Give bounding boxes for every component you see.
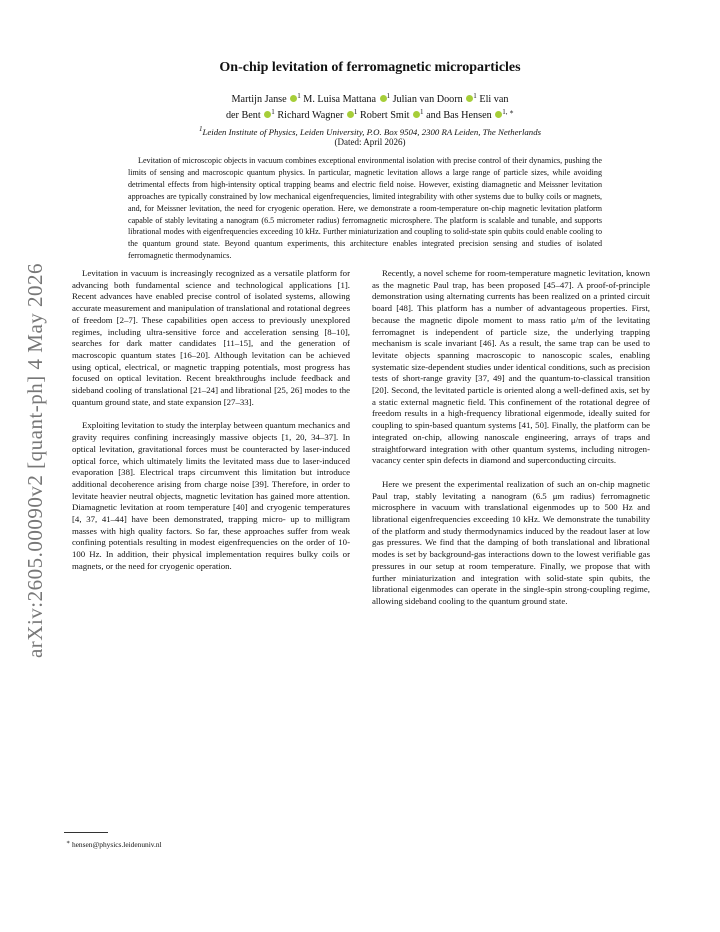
orcid-icon[interactable] <box>347 111 354 118</box>
paragraph: Recently, a novel scheme for room-temperature magnetic levitation, known as the magnetic Paul trap, has been proposed [45–47]. A proof-of-principle demonstration using alternating currents has been realized on a printed circuit board [48]. This platform has a number of advantageous properties. First, because the magnetic dipole moment to mass ratio μ/m of the levitating ferromagnet is independent of particle size, the underlying trapping mechanism is scale invariant [46]. As a result, the same trap can be used to levitate objects spanning macroscopic to nanoscopic scales, enabling systematic size-dependent studies under identical conditions, such as precision tests of short-range gravity [37, 49] and the quantum-to-classical transition [20]. Second, the levitated particle is oriented along a well-defined axis, set by a static external magnetic field. This confinement of the rotational degree of freedom results in a high-frequency librational eigenmode, ideally suited for coupling to spin-based quantum systems [41, 50]. Finally, the platform can be integrated on-chip, allowing nanoscale engineering, arrays of traps and straightforward integration with other quantum systems, including nitrogen-vacancy center spin defects in diamond and superconducting circuits. <box>372 268 650 466</box>
footnote <box>62 838 322 850</box>
abstract: Levitation of microscopic objects in vacuum combines exceptional environmental isolation with precise control of their dynamics, pushing the limits of sensing and macroscopic quantum physics. In particular, magnetic levitation allows a large range of particle sizes, while avoiding detrimental effects from high-intensity optical trapping beams and electric field noise. However, existing diamagnetic and Meissner levitation approaches are typically constrained by low mechanical eigenfrequencies, limited integrability with other systems due to bulky coils or magnets, and, for Meissner levitation, the need for cryogenic operation. Here, we demonstrate a room-temperature on-chip magnetic levitation platform capable of stably levitating a nanogram (6.5 micrometer radius) ferromagnetic microsphere. The platform is scalable and tunable, and supports librational modes with eigenfrequencies exceeding 10 kHz. Further miniaturization and coupling to solid-state spin qubits could enable cooling to the quantum ground state. Beyond quantum experiments, this architecture enables integrated precision sensing and studies of isolated ferromagnetic thermodynamics. <box>128 156 602 261</box>
paragraph: Exploiting levitation to study the interplay between quantum mechanics and gravity requires confining increasingly massive objects [1, 20, 34–37]. In optical levitation, gravitational forces must be counteracted by laser-induced optical force, which ultimately limits the levitated mass due to laser-induced evaporation [38]. Electrical traps circumvent this limitation but introduce additional decoherence arising from charge noise [39]. Therefore, in order to levitate heavier neutral objects, magnetic levitation has gained more attention. Diamagnetic levitation at room temperature [40] and cryogenic temperatures [4, 37, 41–44] have been demonstrated, trapping micro- up to milligram masses with high quality factors. So far, these approaches suffer from weak confining potentials resulting in modest eigenfrequencies on the order of 10-100 Hz. In addition, their physical implementation requires bulky coils or magnets, or the need for cryogenic operation. <box>72 420 350 571</box>
author-name: Julian van Doorn <box>392 94 463 105</box>
author-name: Eli van <box>479 94 509 105</box>
author-name: der Bent <box>225 110 261 121</box>
body-column-right <box>372 268 650 608</box>
affiliation-marker: 1 <box>198 125 203 133</box>
affiliation-marker: 1 <box>473 92 477 100</box>
arxiv-identifier: arXiv:2605.00090v2 [quant-ph] 4 May 2026 <box>23 262 48 658</box>
affiliation-marker: 1 <box>420 108 424 116</box>
paper-title: On-chip levitation of ferromagnetic microparticles <box>219 60 521 75</box>
author-list <box>105 90 635 122</box>
author-name: M. Luisa Mattana <box>303 94 376 105</box>
dated-line: (Dated: April 2026) <box>334 137 406 147</box>
affiliation-marker: 1 <box>353 108 358 116</box>
affiliation-marker: 1 <box>297 92 301 100</box>
paragraph: Levitation in vacuum is increasingly recognized as a versatile platform for advancing both fundamental science and technological applications [1]. Recent advances have enabled precise control of isolated systems, allowing accurate measurement and manipulation of translational and rotational degrees of freedom [2–7]. These capabilities open access to previously unexplored regimes, including ultra-sensitive force and acceleration sensing [8–10], searches for dark matter candidates [11–15], and the generation of macroscopic quantum states [16–20]. Although levitation can be achieved using optical, electrical, or magnetic trapping potentials, most progress has focused on optical levitation. Recent breakthroughs include feedback and sideband cooling of translational [21–24] and librational [25, 26] modes to the quantum ground state, and state expansion [27–33]. <box>72 268 350 407</box>
author-name: Richard Wagner <box>277 110 344 121</box>
corresponding-marker: 1, ∗ <box>502 108 515 116</box>
affiliation-marker: 1 <box>271 108 275 116</box>
footnote-email-link[interactable]: hensen@physics.leidenuniv.nl <box>71 840 162 849</box>
affiliation-text: Leiden Institute of Physics, Leiden University, P.O. Box 9504, 2300 RA Leiden, The Netherlands <box>202 127 542 137</box>
footnote-marker: ∗ <box>66 840 71 846</box>
body-column-left <box>72 268 350 573</box>
author-name: and Bas Hensen <box>426 110 492 121</box>
orcid-icon[interactable] <box>413 111 420 118</box>
author-name: Martijn Janse <box>231 94 287 105</box>
arxiv-identifier-margin <box>16 250 56 670</box>
paragraph: Here we present the experimental realization of such an on-chip magnetic Paul trap, stably levitating a nanogram (6.5 μm radius) ferromagnetic microsphere in vacuum with translational eigenmodes up to 500 Hz and librational eigenfrequencies exceeding 10 kHz. We demonstrate the tunability of the platform and study thermodynamics induced by the readout laser at low gas pressures. We find that the damping of both translational and librational modes is set by background-gas interactions down to the lowest verifiable gas pressures in our setup at room temperature. Finally, we propose that with further miniaturization and integration with solid-state spin qubits, the librational eigenmodes can operate in the single-spin strong-coupling regime, allowing sideband cooling to the quantum ground state. <box>372 478 650 606</box>
footnote-rule <box>64 832 108 833</box>
affiliation-marker: 1 <box>386 92 391 100</box>
orcid-icon[interactable] <box>380 95 387 102</box>
author-name: Robert Smit <box>359 110 410 121</box>
